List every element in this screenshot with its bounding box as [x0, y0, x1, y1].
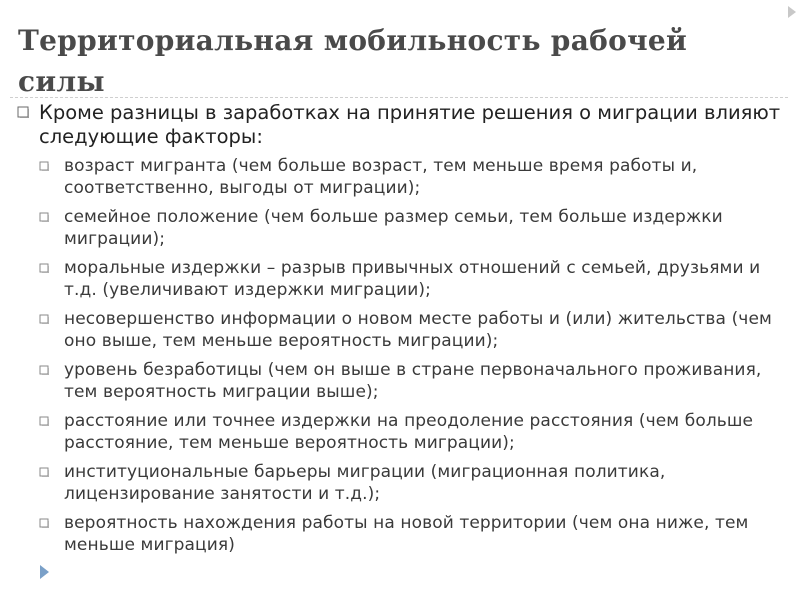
factors-list — [16, 155, 790, 556]
list-item-text: семейное положение (чем больше размер семьи, тем больше издержки миграции); — [64, 207, 723, 249]
corner-triangle-icon — [788, 6, 796, 18]
square-outline-bullet-icon — [16, 105, 30, 119]
list-item-text: расстояние или точнее издержки на преодоление расстояния (чем больше расстояние, тем меньше вероятность миграции); — [64, 411, 754, 453]
list-item-text: институциональные барьеры миграции (миграционная политика, лицензирование занятости и т.д.); — [64, 462, 666, 504]
square-outline-sub-bullet-icon — [38, 364, 50, 376]
list-item — [16, 155, 790, 199]
square-outline-sub-bullet-icon — [38, 211, 50, 223]
triangle-right-arrow-icon[interactable] — [40, 565, 49, 579]
list-item — [16, 308, 790, 352]
slide-content — [16, 101, 790, 563]
list-item-text: уровень безработицы (чем он выше в стране первоначального проживания, тем вероятность миграции выше); — [64, 360, 762, 402]
list-item — [16, 257, 790, 301]
square-outline-sub-bullet-icon — [38, 160, 50, 172]
list-item — [16, 206, 790, 250]
list-item — [16, 359, 790, 403]
square-outline-sub-bullet-icon — [38, 415, 50, 427]
list-item-text: несовершенство информации о новом месте работы и (или) жительства (чем оно выше, тем меньше вероятность миграции); — [64, 309, 772, 351]
list-item — [16, 512, 790, 556]
square-outline-sub-bullet-icon — [38, 262, 50, 274]
square-outline-sub-bullet-icon — [38, 313, 50, 325]
list-item-text: возраст мигранта (чем больше возраст, тем меньше время работы и, соответственно, выгоды от миграции); — [64, 156, 698, 198]
list-item — [16, 461, 790, 505]
list-item-text: вероятность нахождения работы на новой территории (чем она ниже, тем меньше миграция) — [64, 513, 749, 555]
main-bullet-point — [16, 101, 790, 149]
main-bullet-text: Кроме разницы в заработках на принятие решения о миграции влияют следующие факторы: — [39, 101, 781, 148]
list-item-text: моральные издержки – разрыв привычных отношений с семьей, друзьями и т.д. (увеличивают издержки миграции); — [64, 258, 761, 300]
square-outline-sub-bullet-icon — [38, 517, 50, 529]
title-divider — [10, 97, 788, 98]
slide-title: Территориальная мобильность рабочей силы — [18, 24, 688, 98]
list-item — [16, 410, 790, 454]
square-outline-sub-bullet-icon — [38, 466, 50, 478]
